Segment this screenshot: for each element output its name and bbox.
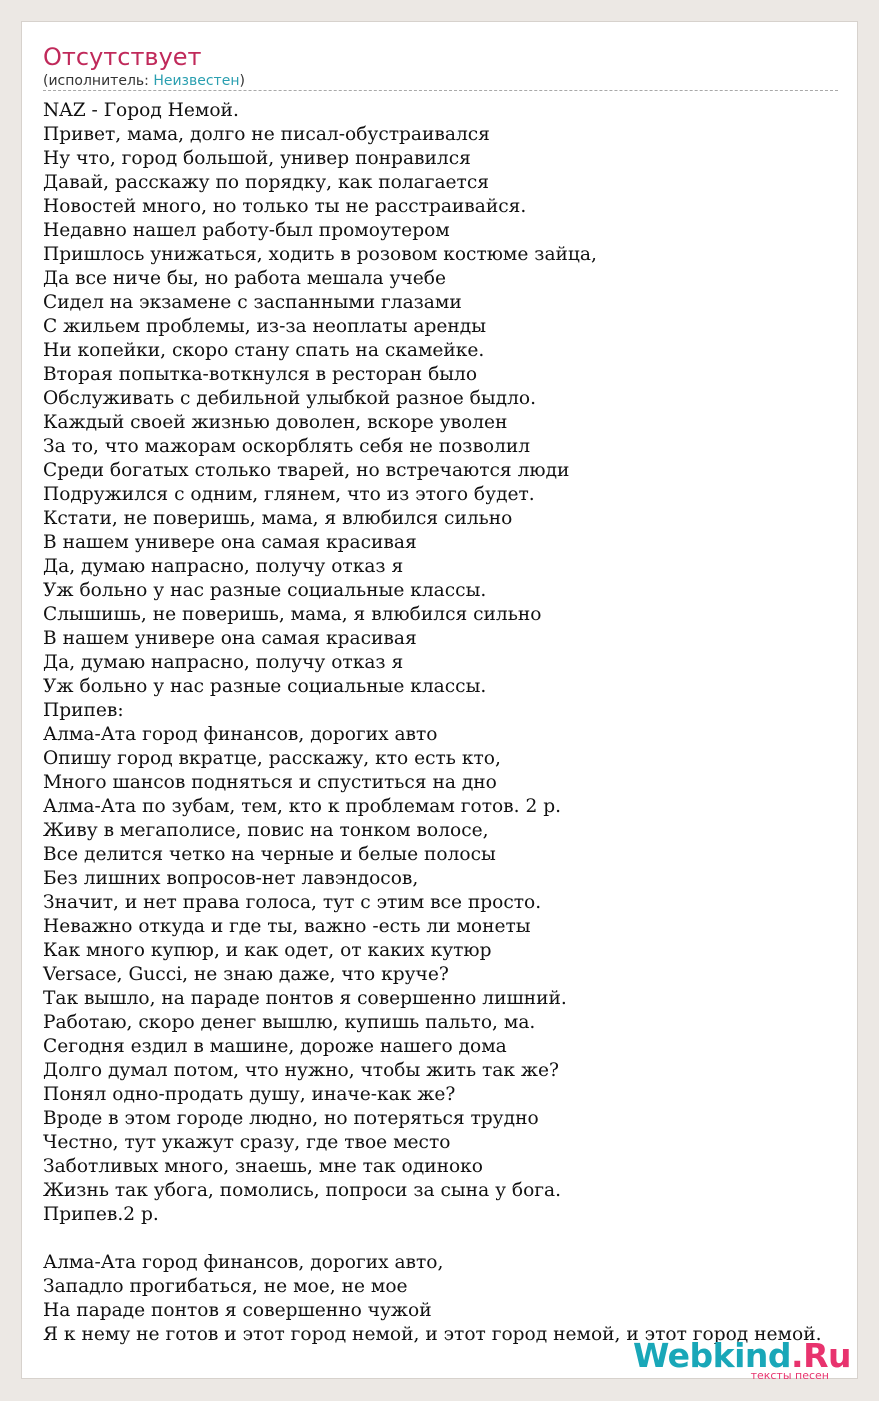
lyric-line: Уж больно у нас разные социальные классы. xyxy=(43,580,487,601)
lyric-line: Привет, мама, долго не писал-обустраивался xyxy=(43,124,490,145)
lyric-line: Обслуживать с дебильной улыбкой разное быдло. xyxy=(43,388,537,409)
lyric-line: Вроде в этом городе людно, но потеряться трудно xyxy=(43,1108,539,1129)
lyric-line: Без лишних вопросов-нет лавэндосов, xyxy=(43,868,419,889)
lyric-line: Среди богатых столько тварей, но встречаются люди xyxy=(43,460,570,481)
lyric-line: Каждый своей жизнью доволен, вскоре уволен xyxy=(43,412,508,433)
lyric-line: Да, думаю напрасно, получу отказ я xyxy=(43,556,404,577)
lyric-line: Ни копейки, скоро стану спать на скамейке. xyxy=(43,340,485,361)
lyric-line: Неважно откуда и где ты, важно -есть ли монеты xyxy=(43,916,531,937)
lyric-line: С жильем проблемы, из-за неоплаты аренды xyxy=(43,316,486,337)
lyric-line: Понял одно-продать душу, иначе-как же? xyxy=(43,1084,456,1105)
lyric-line: Все делится четко на черные и белые полосы xyxy=(43,844,496,865)
lyric-line: Припев: xyxy=(43,700,124,721)
lyric-line: Как много купюр, и как одет, от каких кутюр xyxy=(43,940,492,961)
lyric-line: Западло прогибаться, не мое, не мое xyxy=(43,1276,408,1297)
lyric-line: Алма-Ата по зубам, тем, кто к проблемам готов. 2 р. xyxy=(43,796,562,817)
lyric-line: Сидел на экзамене с заспанными глазами xyxy=(43,292,462,313)
lyric-line: Кстати, не поверишь, мама, я влюбился сильно xyxy=(43,508,513,529)
lyric-line: В нашем универе она самая красивая xyxy=(43,628,417,649)
lyrics-text xyxy=(43,99,822,1347)
lyric-line: Живу в мегаполисе, повис на тонком волосе, xyxy=(43,820,489,841)
lyric-line: Слышишь, не поверишь, мама, я влюбился сильно xyxy=(43,604,542,625)
artist-link[interactable]: Неизвестен xyxy=(153,73,240,89)
lyric-line: Пришлось унижаться, ходить в розовом костюме зайца, xyxy=(43,244,597,265)
logo-accent: .Ru xyxy=(791,1336,851,1375)
lyric-line: Долго думал потом, что нужно, чтобы жить так же? xyxy=(43,1060,559,1081)
lyric-line: Честно, тут укажут сразу, где твое место xyxy=(43,1132,451,1153)
lyric-line: Я к нему не готов и этот город немой, и этот город немой, и этот город немой. xyxy=(43,1324,822,1345)
lyric-line: Работаю, скоро денег вышлю, купишь пальто, ма. xyxy=(43,1012,536,1033)
lyric-line: На параде понтов я совершенно чужой xyxy=(43,1300,432,1321)
artist-suffix: ) xyxy=(239,73,245,89)
lyric-line: Уж больно у нас разные социальные классы. xyxy=(43,676,487,697)
lyric-line: Значит, и нет права голоса, тут с этим все просто. xyxy=(43,892,542,913)
lyric-line: Versace, Gucci, не знаю даже, что круче? xyxy=(43,964,449,985)
lyric-line: За то, что мажорам оскорблять себя не позволил xyxy=(43,436,531,457)
logo-subtitle: тексты песен xyxy=(750,1369,829,1382)
lyric-line: Да все ниче бы, но работа мешала учебе xyxy=(43,268,446,289)
webkind-logo[interactable] xyxy=(632,1336,851,1382)
lyric-line: Вторая попытка-воткнулся в ресторан было xyxy=(43,364,478,385)
lyric-line: NAZ - Город Немой. xyxy=(43,100,239,121)
lyric-line: Заботливых много, знаешь, мне так одиноко xyxy=(43,1156,483,1177)
lyric-line: Сегодня ездил в машине, дороже нашего дома xyxy=(43,1036,507,1057)
lyric-line: Жизнь так убога, помолись, попроси за сына у бога. xyxy=(43,1180,562,1201)
lyric-line: Так вышло, на параде понтов я совершенно лишний. xyxy=(43,988,567,1009)
song-title: Отсутствует xyxy=(43,43,202,71)
title-divider xyxy=(43,90,838,91)
lyric-line: Подружился с одним, глянем, что из этого будет. xyxy=(43,484,535,505)
lyric-line: Алма-Ата город финансов, дорогих авто xyxy=(43,724,438,745)
lyric-line: В нашем универе она самая красивая xyxy=(43,532,417,553)
lyric-line: Опишу город вкратце, расскажу, кто есть кто, xyxy=(43,748,501,769)
lyric-line: Алма-Ата город финансов, дорогих авто, xyxy=(43,1252,444,1273)
lyric-line: Ну что, город большой, универ понравился xyxy=(43,148,471,169)
lyric-line: Припев.2 р. xyxy=(43,1204,159,1225)
lyric-line: Да, думаю напрасно, получу отказ я xyxy=(43,652,404,673)
lyric-line: Новостей много, но только ты не расстраивайся. xyxy=(43,196,527,217)
lyric-line xyxy=(43,1227,822,1251)
artist-prefix: (исполнитель: xyxy=(43,73,154,89)
lyrics-card xyxy=(21,21,858,1382)
logo-wordmark: Webkind xyxy=(632,1336,792,1375)
lyric-line: Много шансов подняться и спуститься на дно xyxy=(43,772,497,793)
lyric-line: Недавно нашел работу-был промоутером xyxy=(43,220,450,241)
artist-line xyxy=(43,71,245,91)
lyric-line: Давай, расскажу по порядку, как полагается xyxy=(43,172,489,193)
